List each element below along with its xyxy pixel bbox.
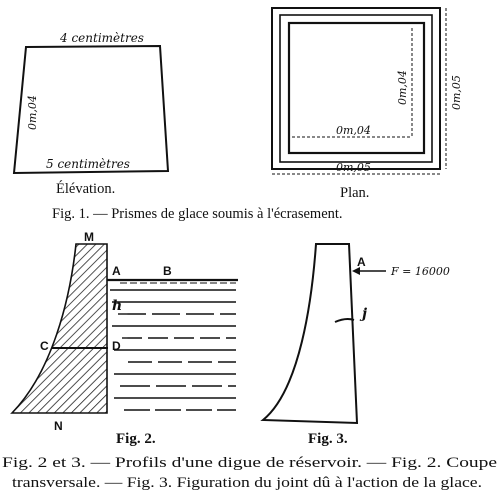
force-label: F = 16000 [391,265,450,278]
point-c-label: C [40,339,49,353]
fig1-caption: Fig. 1. — Prismes de glace soumis à l'écrasement. [52,206,343,222]
outer-width-label: 0m,05 [336,161,371,174]
elevation-diagram [14,31,168,197]
point-a-label: A [357,255,366,269]
water-hatching [110,290,236,410]
bottom-width-label: 5 centimètres [46,157,130,171]
point-a-label: A [112,264,121,278]
point-h-label: h [112,298,123,314]
inner-width-label: 0m,04 [336,124,371,137]
joint-label: j [362,306,368,322]
height-label: 0m,04 [26,95,39,130]
fig3-joint-profile [263,244,450,447]
plan-middle-square [280,15,432,162]
point-d-label: D [112,339,121,353]
plan-caption: Plan. [340,185,370,201]
inner-height-label: 0m,04 [396,70,409,105]
fig2-title: Fig. 2. [116,431,156,447]
elevation-caption: Élévation. [56,181,116,197]
plan-diagram [272,8,463,201]
point-b-label: B [163,264,172,278]
joint-crack [335,319,354,322]
fig23-caption-line1: Fig. 2 et 3. — Profils d'une digue de réservoir. — Fig. 2. Coupe [2,455,497,471]
fig23-caption-line2: transversale. — Fig. 3. Figuration du joint dû à l'action de la glace. [12,475,482,491]
dam-body [12,244,107,413]
fig2-dam-cross-section [12,230,238,447]
fig3-title: Fig. 3. [308,431,348,447]
plan-outer-square [272,8,440,169]
point-n-label: N [54,419,63,433]
dam-profile-outline [263,244,357,423]
outer-height-label: 0m,05 [450,75,463,110]
point-m-label: M [84,230,94,244]
top-width-label: 4 centimètres [60,31,144,45]
